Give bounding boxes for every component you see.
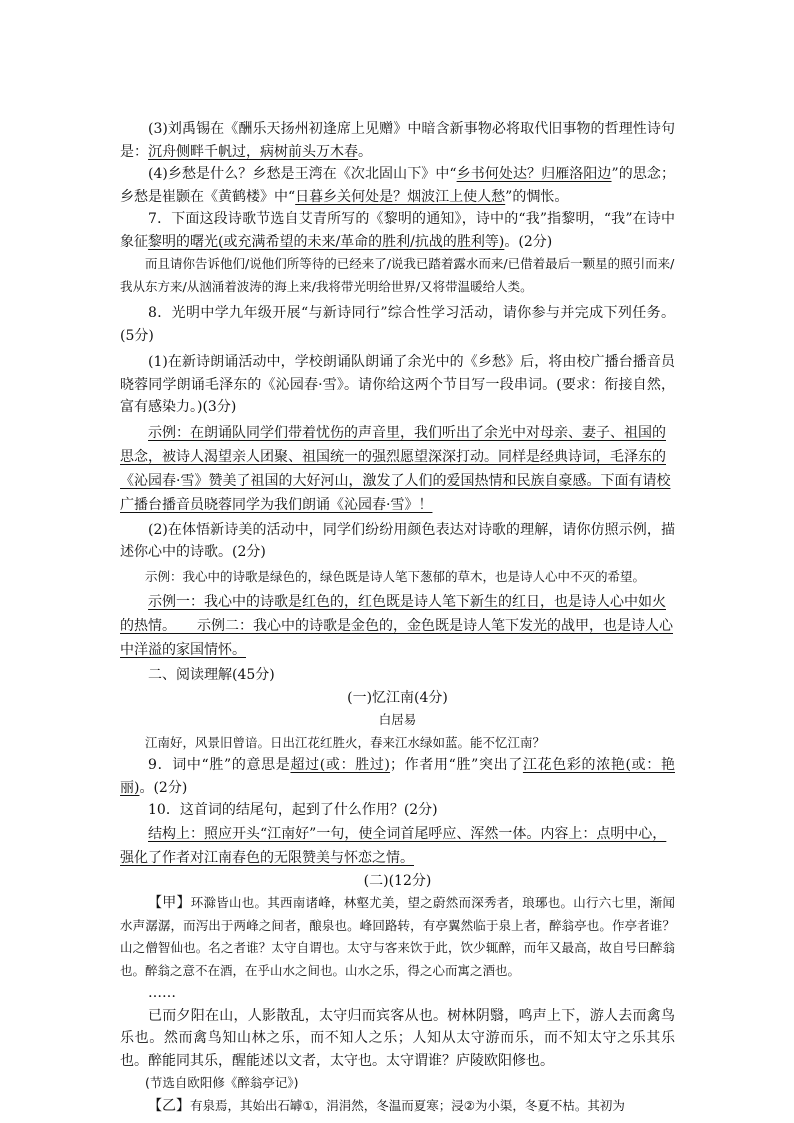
answer-8-2: 示例一：我心中的诗歌是红色的，红色既是诗人笔下新生的红日，也是诗人心中如火的热情。 示例二：我心中的诗歌是金色的，金色既是诗人笔下发光的战甲，也是诗人心中洋溢的家国情怀。 bbox=[120, 594, 673, 658]
question-4: (4)乡愁是什么？乡愁是王湾在《次北固山下》中“乡书何处达？归雁洛阳边”的思念；乡愁是崔颢在《黄鹤楼》中“日暮乡关何处是？烟波江上使人愁”的惆怅。 bbox=[120, 166, 675, 205]
poem-excerpt: 而且请你告诉他们/说他们所等待的已经来了/说我已踏着露水而来/已借着最后一颗星的照引而来/我从东方来/从汹涌着波涛的海上来/我将带光明给世界/又将带温暖给人类。 bbox=[120, 256, 675, 294]
answer-8-1: 示例：在朗诵队同学们带着忧伤的声音里，我们听出了余光中对母亲、妻子、祖国的思念，被诗人渴望亲人团聚、祖国统一的强烈愿望深深打动。同样是经典诗词，毛泽东的《沁园春·雪》赞美了祖国的大好河山，激发了人们的爱国热情和民族自豪感。下面有请校广播台播音员晓蓉同学为我们朗诵《沁园春·雪》！ bbox=[120, 424, 671, 513]
answer-10: 结构上：照应开头“江南好”一句，使全词首尾呼应、浑然一体。内容上：点明中心，强化了作者对江南春色的无限赞美与怀恋之情。 bbox=[120, 825, 667, 866]
question-10: 10．这首词的结尾句，起到了什么作用？(2分) bbox=[148, 802, 438, 818]
answer-9a: 超过(或：胜过) bbox=[290, 757, 391, 773]
question-8-1: (1)在新诗朗诵活动中，学校朗诵队朗诵了余光中的《乡愁》后，将由校广播台播音员晓蓉同学朗诵毛泽东的《沁园春·雪》。请你给这两个节目写一段串词。(要求：衔接自然，富有感染力。)(3分) bbox=[120, 354, 675, 415]
passage-source: (节选自欧阳修《醉翁亭记》) bbox=[145, 1075, 299, 1090]
question-8: 8．光明中学九年级开展“与新诗同行”综合性学习活动，请你参与并完成下列任务。(5分) bbox=[120, 305, 675, 344]
passage-jia: 【甲】环滁皆山也。其西南诸峰，林壑尤美，望之蔚然而深秀者，琅琊也。山行六七里，渐闻水声潺潺，而泻出于两峰之间者，酿泉也。峰回路转，有亭翼然临于泉上者，醉翁亭也。作亭者谁？山之僧智仙也。名之者谁？太守自谓也。太守与客来饮于此，饮少辄醉，而年又最高，故自号曰醉翁也。醉翁之意不在酒，在乎山水之间也。山水之乐，得之心而寓之酒也。 bbox=[120, 895, 675, 978]
poem-text: 江南好，风景旧曾谙。日出江花红胜火，春来江水绿如蓝。能不忆江南？ bbox=[145, 734, 546, 750]
question-7: 7．下面这段诗歌节选自艾青所写的《黎明的通知》，诗中的“我”指黎明，“我”在诗中象征黎明的曙光(或充满希望的未来/革命的胜利/抗战的胜利等)。(2分) bbox=[120, 211, 675, 250]
part2-title: (二)(12分) bbox=[363, 872, 432, 889]
passage-yi: 【乙】有泉焉，其始出石罅①，涓涓然，冬温而夏寒；浸②为小渠，冬夏不枯。其初为 bbox=[148, 1097, 625, 1114]
document-page bbox=[120, 118, 675, 1117]
question-8-2: (2)在体悟新诗美的活动中，同学们纷纷用颜色表达对诗歌的理解，请你仿照示例，描述你心中的诗歌。(2分) bbox=[120, 521, 675, 560]
question-9: 9．词中“胜”的意思是超过(或：胜过)；作者用“胜”突出了江花色彩的浓艳(或：艳丽)。(2分) bbox=[120, 757, 675, 796]
answer-9b: 江花色彩的浓艳(或：艳丽) bbox=[120, 757, 675, 796]
question-3: (3)刘禹锡在《酬乐天扬州初逢席上见赠》中暗含新事物必将取代旧事物的哲理性诗句是：沉舟侧畔千帆过，病树前头万木春。 bbox=[120, 121, 675, 160]
answer-3: 沉舟侧畔千帆过，病树前头万木春 bbox=[148, 143, 358, 160]
answer-4b: 日暮乡关何处是？烟波江上使人愁 bbox=[295, 188, 506, 205]
poem-title: (一)忆江南(4分) bbox=[347, 689, 448, 706]
section-heading: 二、阅读理解(45分) bbox=[148, 667, 275, 683]
poem-author: 白居易 bbox=[378, 712, 417, 727]
ellipsis: …… bbox=[148, 985, 176, 1001]
answer-7: 黎明的曙光(或充满希望的未来/革命的胜利/抗战的胜利等) bbox=[148, 233, 505, 250]
example-8-2: 示例：我心中的诗歌是绿色的，绿色既是诗人笔下葱郁的草木，也是诗人心中不灭的希望。 bbox=[145, 568, 646, 584]
passage-jia-2: 已而夕阳在山，人影散乱，太守归而宾客从也。树林阴翳，鸣声上下，游人去而禽鸟乐也。然而禽鸟知山林之乐，而不知人之乐；人知从太守游而乐，而不知太守之乐其乐也。醉能同其乐，醒能述以文者，太守也。太守谓谁？庐陵欧阳修也。 bbox=[120, 1007, 675, 1069]
answer-4a: 乡书何处达？归雁洛阳边 bbox=[456, 166, 612, 182]
